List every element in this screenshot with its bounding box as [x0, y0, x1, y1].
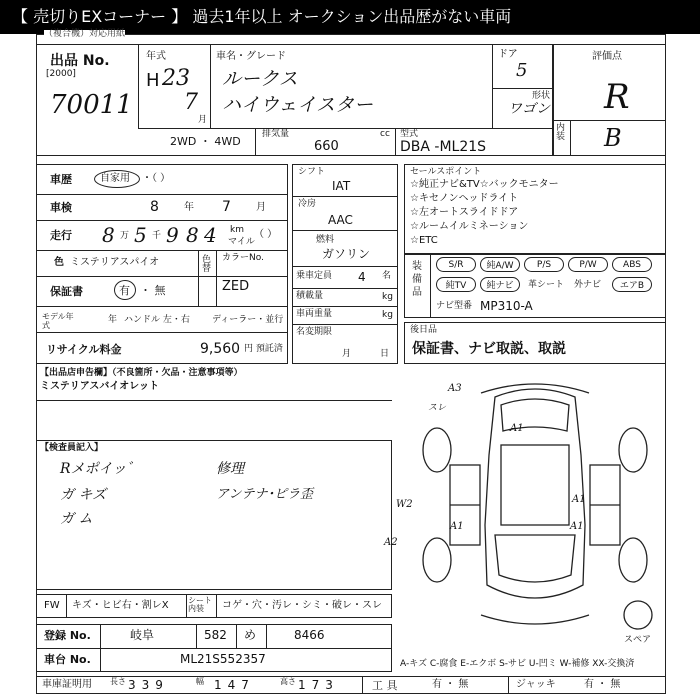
sales-points-label: セールスポイント — [410, 167, 482, 177]
era: H — [146, 70, 160, 91]
inspection-label: 車検 — [50, 201, 72, 214]
weight-unit: kg — [382, 310, 393, 320]
chassis-label: 車台 No. — [44, 653, 91, 666]
mark-a3: A3 — [448, 383, 462, 394]
capacity-value: 4 — [358, 270, 366, 284]
load-label: 積載量 — [296, 291, 324, 301]
equip-leather: 革シート — [528, 280, 565, 290]
tools-label: 工 具 — [372, 679, 398, 692]
mark-w2: W2 — [396, 499, 413, 510]
equip-tv: 純TV — [436, 277, 476, 292]
cert-h-lbl: 高さ — [280, 677, 296, 686]
mileage-note: （ ） — [254, 229, 278, 240]
inspection-month: 7 — [222, 199, 231, 215]
eval-score: R — [604, 77, 630, 117]
mileage-digit-5: 4 — [204, 223, 217, 247]
notes-label: 【出品店申告欄】（不良箇所・欠品・注意事項等） — [40, 368, 243, 378]
model-code: DBA -ML21S — [400, 139, 487, 155]
fw-label: FW — [44, 600, 60, 611]
grade: ハイウェイスター — [222, 94, 374, 116]
jack-label: ジャッキ — [516, 679, 556, 690]
mileage-man: 万 — [120, 231, 130, 241]
mileage-digit-1: 8 — [102, 223, 115, 247]
reg-class: 582 — [204, 628, 227, 642]
inspector-right-1: 修理 — [216, 461, 244, 477]
history-rest: ・（ ） — [142, 173, 171, 184]
mark-a1-top: A1 — [510, 423, 524, 434]
name-change-month: 月 — [342, 349, 352, 359]
reg-label: 登録 No. — [44, 629, 91, 642]
body-label: 形状 — [532, 91, 551, 101]
inspector-line-3: ガ ム — [60, 511, 93, 527]
cert-w: 147 — [214, 678, 255, 692]
cert-len-lbl: 長さ — [110, 677, 126, 686]
warranty-label: 保証書 — [50, 285, 83, 298]
month: 7 — [184, 90, 198, 115]
after-items-value: 保証書、ナビ取説、取説 — [412, 341, 566, 357]
sub-caption: （複合機）対応用紙 — [44, 29, 126, 39]
doors-label: ドア — [498, 49, 518, 60]
doors: 5 — [516, 60, 528, 81]
mileage-km: km — [230, 225, 244, 235]
fuel-label: 燃料 — [316, 235, 335, 245]
mark-a2: A2 — [384, 537, 398, 548]
sales-point-2: ☆キセノンヘッドライト — [410, 193, 519, 204]
inspection-year-unit: 年 — [184, 202, 194, 213]
reg-area: 岐阜 — [130, 628, 155, 642]
chassis: ML21S552357 — [180, 652, 266, 666]
mileage-mile: マイル — [228, 237, 255, 247]
body-type: ワゴン — [508, 101, 550, 117]
lot-label: 出品 No. — [50, 53, 110, 69]
aircon-label: 冷房 — [298, 199, 317, 209]
equip-airbag: エアB — [612, 277, 652, 292]
name-change-day: 日 — [380, 349, 390, 359]
name-change-label: 名変期限 — [296, 327, 333, 337]
eval-label: 評価点 — [592, 51, 622, 62]
name-label: 車名・グレード — [216, 51, 286, 62]
displacement: 660 — [314, 139, 339, 154]
equip-sr: S/R — [436, 257, 476, 272]
inspector-right-2: アンテナ･ピラ歪 — [216, 487, 313, 502]
mileage-thousand: 千 — [152, 231, 162, 241]
sales-point-4: ☆ルームイルミネーション — [410, 221, 529, 232]
warranty-rest: ・ 無 — [140, 284, 166, 297]
recycle-amount: 9,560 — [200, 341, 241, 357]
mark-a1-left: A1 — [450, 521, 464, 532]
model-row-handle: ハンドル 左・右 — [124, 315, 190, 325]
tools-value: 有 ・ 無 — [432, 679, 469, 690]
color-value: ミステリアスパイオ — [70, 257, 160, 268]
reg-kana: め — [244, 628, 257, 642]
shift-value: IAT — [332, 179, 351, 193]
sales-point-5: ☆ETC — [410, 235, 438, 246]
sales-point-1: ☆純正ナビ&TV☆バックモニター — [410, 179, 559, 190]
interior-label: 内装 — [556, 123, 566, 142]
inspector-line-1: Rメポイッ゛ — [60, 461, 141, 477]
year-label: 年式 — [146, 51, 166, 62]
model-row-dealer: ディーラー・並行 — [212, 315, 284, 325]
model-row-label: モデル年式 — [42, 312, 74, 330]
color-change-label: 色替 — [202, 255, 212, 274]
equip-alloy: 純A/W — [480, 257, 520, 272]
model-label: 型式 — [400, 129, 419, 139]
sales-point-3: ☆左オートスライドドア — [410, 207, 519, 218]
cc: cc — [380, 129, 390, 139]
inspection-year: 8 — [150, 199, 159, 215]
mark-scuff: スレ — [428, 403, 447, 413]
inspector-line-2: ガ キズ — [60, 487, 107, 503]
capacity-label: 乗車定員 — [296, 271, 333, 281]
inspection-month-unit: 月 — [256, 202, 266, 213]
history-value: 自家用 — [100, 173, 130, 184]
legend: A-キズ C-腐食 E-エクボ S-サビ U-凹ミ W-補修 XX-交換済 — [400, 659, 635, 669]
navi-label: ナビ型番 — [436, 301, 473, 311]
equip-ps: P/S — [524, 257, 564, 272]
model-row-year: 年 — [108, 315, 118, 325]
history-label: 車歴 — [50, 173, 72, 186]
banner-text: 【 売切りEXコーナー 】 過去1年以上 オークション出品歴がない車両 — [12, 7, 512, 26]
mark-a1-lower: A1 — [570, 521, 584, 532]
color-label: 色 — [54, 257, 64, 268]
car-diagram — [395, 375, 670, 640]
lot-tag: [2000] — [46, 69, 76, 79]
interior-score: B — [604, 124, 622, 152]
cert-len: 339 — [128, 678, 169, 692]
cert-h: 173 — [298, 678, 339, 692]
drive: 2WD ・ 4WD — [170, 135, 241, 148]
fuel-value: ガソリン — [322, 247, 371, 261]
month-unit: 月 — [198, 115, 208, 125]
navi-model: MP310-A — [480, 299, 533, 313]
equip-pw: P/W — [568, 257, 608, 272]
year: 23 — [162, 66, 190, 91]
inspector-label: 【検査員記入】 — [40, 443, 104, 453]
load-unit: kg — [382, 292, 393, 302]
equip-ext-navi: 外ナビ — [574, 280, 602, 290]
shift-label: シフト — [298, 167, 326, 177]
interior-lbl: シート内装 — [188, 596, 212, 613]
displacement-label: 排気量 — [262, 129, 290, 139]
mileage-digit-3: 9 — [166, 223, 179, 247]
mileage-label: 走行 — [50, 229, 72, 242]
cert-w-lbl: 幅 — [196, 677, 204, 686]
color-code-label: カラーNo. — [222, 253, 264, 263]
after-items-label: 後日品 — [410, 325, 438, 335]
cert-label: 車庫証明用 — [42, 679, 92, 690]
mileage-digit-4: 8 — [186, 223, 199, 247]
jack-value: 有 ・ 無 — [584, 679, 621, 690]
color-code: ZED — [222, 279, 250, 294]
weight-label: 車両重量 — [296, 309, 333, 319]
spare-label: スペア — [624, 635, 652, 645]
fw-text: キズ・ヒビ右・割レX — [72, 600, 169, 611]
mileage-digit-2: 5 — [134, 223, 147, 247]
interior-text: コゲ・穴・汚レ・シミ・破レ・スレ — [222, 600, 382, 611]
equipment-label: 装備品 — [412, 261, 422, 298]
car-name: ルークス — [222, 68, 298, 90]
lot-number: 70011 — [50, 90, 133, 120]
warranty-value: 有 — [119, 284, 130, 297]
mark-a1-right: A1 — [572, 494, 586, 505]
aircon-value: AAC — [328, 213, 353, 227]
reg-num: 8466 — [294, 628, 325, 642]
recycle-label: リサイクル料金 — [46, 343, 122, 356]
notes-value: ミステリアスバイオレット — [40, 381, 159, 392]
equip-navi: 純ナビ — [480, 277, 520, 292]
recycle-unit: 円 預託済 — [244, 344, 283, 354]
equip-abs: ABS — [612, 257, 652, 272]
capacity-unit: 名 — [382, 271, 392, 281]
